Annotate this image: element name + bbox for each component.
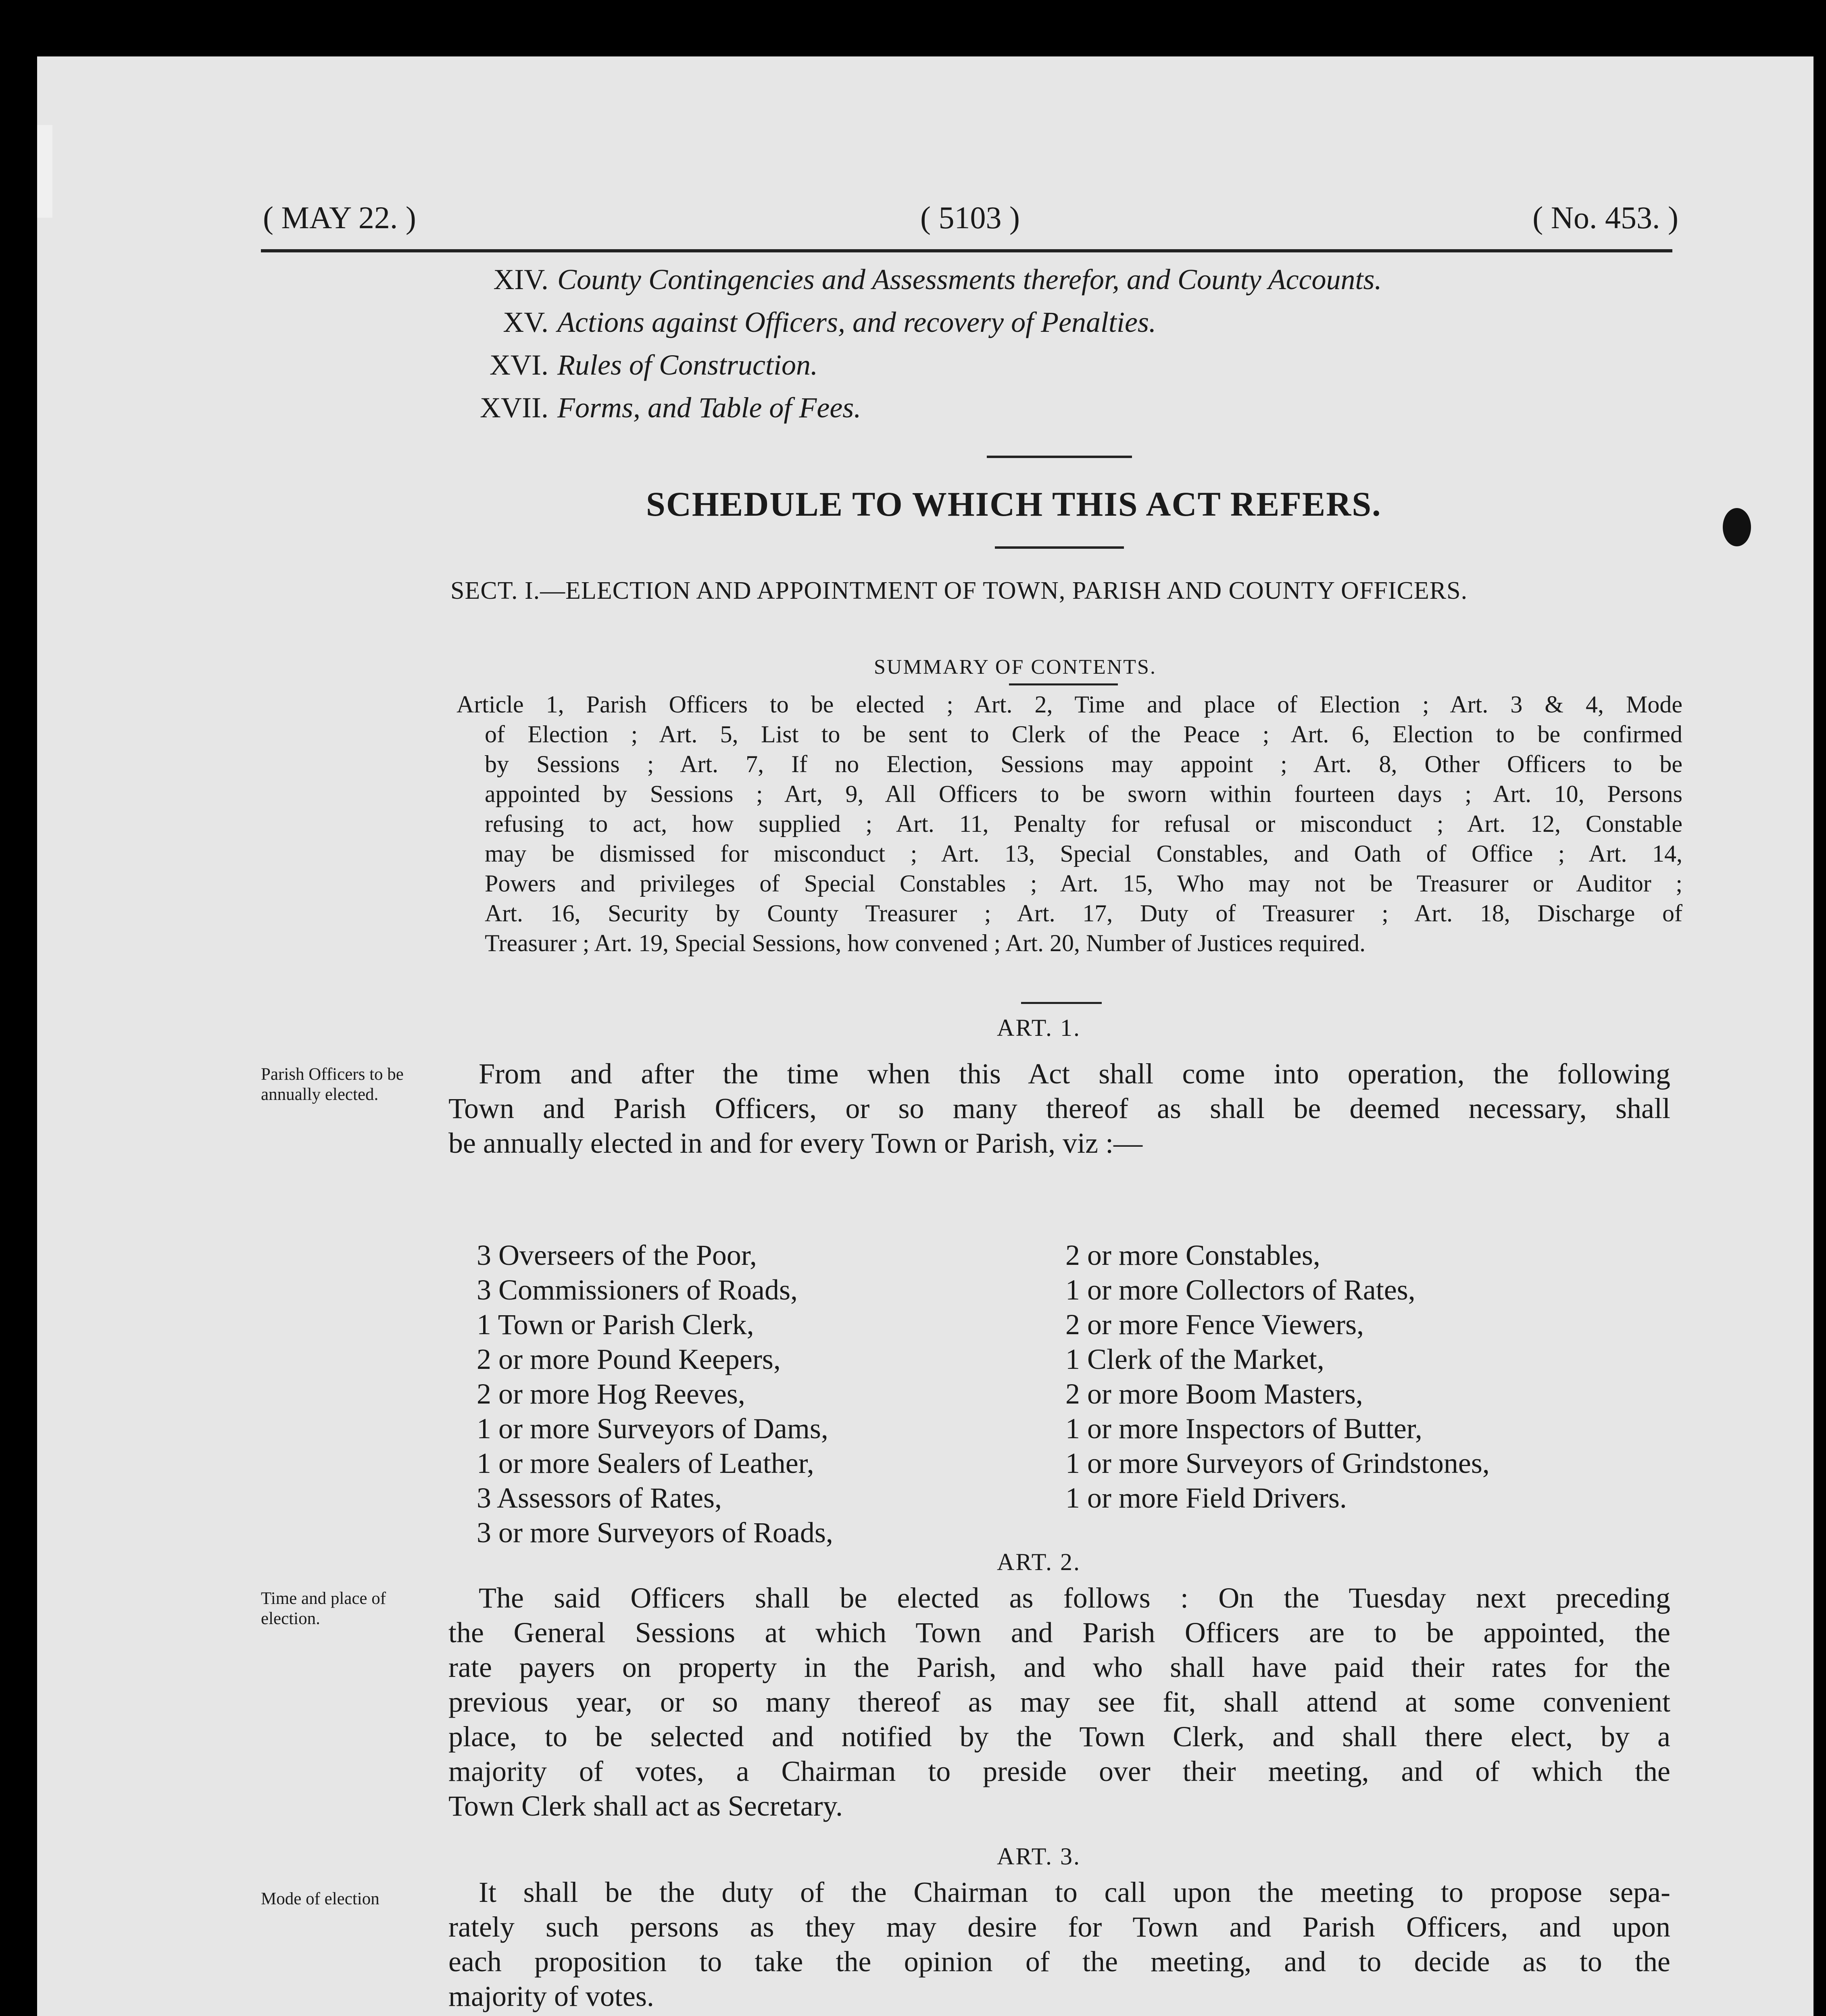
running-head-act-number: ( No. 453. ): [1532, 200, 1678, 235]
summary-line: Article 1, Parish Officers to be elected ; Art. 2, Time and place of Election ; Art. 3 & 4, Mode: [456, 691, 1682, 718]
body-line: Town and Parish Officers, or so many thereof as shall be deemed necessary, shall: [448, 1092, 1670, 1125]
body-line: the General Sessions at which Town and Parish Officers are to be appointed, the: [448, 1616, 1670, 1649]
officer-entry: 1 or more Field Drivers.: [1065, 1482, 1347, 1514]
divider-rule: [995, 546, 1124, 549]
article-heading: ART. 1.: [997, 1014, 1081, 1041]
summary-line: may be dismissed for misconduct ; Art. 13, Special Constables, and Oath of Office ; Art. 14,: [485, 840, 1682, 867]
running-head: [263, 200, 1678, 248]
article-heading: ART. 3.: [997, 1843, 1081, 1870]
running-head-date: ( MAY 22. ): [263, 200, 416, 235]
body-line: Town Clerk shall act as Secretary.: [448, 1790, 843, 1822]
officer-entry: 1 or more Surveyors of Dams,: [477, 1412, 828, 1445]
officer-entry: 1 or more Surveyors of Grindstones,: [1065, 1447, 1490, 1479]
document-page: [37, 56, 1813, 2016]
body-line: be annually elected in and for every Town or Parish, viz :—: [448, 1127, 1143, 1159]
summary-line: refusing to act, how supplied ; Art. 11, Penalty for refusal or misconduct ; Art. 12, Constable: [485, 810, 1682, 837]
article-1-body: [448, 1056, 1670, 1160]
contents-item: [446, 386, 1382, 429]
officer-entry: 1 or more Collectors of Rates,: [1065, 1274, 1415, 1306]
body-line: From and after the time when this Act shall come into operation, the following: [479, 1058, 1670, 1090]
summary-line: appointed by Sessions ; Art, 9, All Officers to be sworn within fourteen days ; Art. 10, Persons: [485, 781, 1682, 807]
body-line: It shall be the duty of the Chairman to call upon the meeting to propose sepa-: [479, 1876, 1670, 1908]
officer-entry: 2 or more Boom Masters,: [1065, 1378, 1363, 1410]
body-line: each proposition to take the opinion of the meeting, and to decide as to the: [448, 1945, 1670, 1978]
body-line: rately such persons as they may desire for Town and Parish Officers, and upon: [448, 1911, 1670, 1943]
contents-title: Actions against Officers, and recovery of Penalties.: [557, 306, 1157, 338]
contents-number: XVI.: [490, 349, 548, 381]
contents-item: [446, 301, 1382, 344]
article-heading: ART. 2.: [997, 1549, 1081, 1575]
officers-column-left: [477, 1238, 833, 1550]
ink-blot: [1723, 508, 1751, 546]
article-3-body: [448, 1875, 1670, 2014]
contents-list: [446, 258, 1382, 429]
running-head-page-number: ( 5103 ): [920, 200, 1020, 235]
summary-line: Treasurer ; Art. 19, Special Sessions, how convened ; Art. 20, Number of Justices required.: [485, 930, 1366, 956]
officer-entry: 3 Overseers of the Poor,: [477, 1239, 757, 1271]
divider-rule: [987, 456, 1132, 458]
summary-line: Powers and privileges of Special Constables ; Art. 15, Who may not be Treasurer or Auditor ;: [485, 870, 1682, 897]
officer-entry: 1 Clerk of the Market,: [1065, 1343, 1324, 1375]
divider-rule: [1009, 683, 1118, 685]
body-line: place, to be selected and notified by the Town Clerk, and shall there elect, by a: [448, 1720, 1670, 1753]
margin-note-line: Time and place of: [261, 1589, 386, 1608]
contents-item: [446, 344, 1382, 386]
contents-title: Forms, and Table of Fees.: [557, 392, 861, 424]
margin-note: [261, 1889, 446, 1909]
officer-entry: 2 or more Fence Viewers,: [1065, 1308, 1364, 1341]
officer-entry: 3 or more Surveyors of Roads,: [477, 1516, 833, 1549]
margin-note: [261, 1064, 446, 1105]
officer-entry: 3 Assessors of Rates,: [477, 1482, 722, 1514]
schedule-title: SCHEDULE TO WHICH THIS ACT REFERS.: [646, 485, 1382, 523]
summary-heading: SUMMARY OF CONTENTS.: [874, 656, 1157, 679]
officer-entry: 2 or more Pound Keepers,: [477, 1343, 781, 1375]
officer-entry: 1 or more Inspectors of Butter,: [1065, 1412, 1422, 1445]
officers-column-right: [1065, 1238, 1490, 1515]
body-line: majority of votes.: [448, 1980, 654, 2012]
margin-note-line: Mode of election: [261, 1889, 379, 1908]
summary-line: of Election ; Art. 5, List to be sent to Clerk of the Peace ; Art. 6, Election to be confirmed: [485, 721, 1682, 748]
margin-note: [261, 1589, 446, 1629]
contents-title: Rules of Construction.: [557, 349, 818, 381]
officer-entry: 2 or more Hog Reeves,: [477, 1378, 745, 1410]
section-heading: SECT. I.—ELECTION AND APPOINTMENT OF TOWN, PARISH AND COUNTY OFFICERS.: [450, 577, 1468, 604]
officer-entry: 3 Commissioners of Roads,: [477, 1274, 798, 1306]
contents-number: XIV.: [493, 263, 548, 296]
margin-note-line: Parish Officers to be: [261, 1065, 404, 1084]
summary-line: Art. 16, Security by County Treasurer ; Art. 17, Duty of Treasurer ; Art. 18, Discharge of: [485, 900, 1682, 927]
summary-of-contents: [456, 689, 1682, 958]
body-line: rate payers on property in the Parish, and who shall have paid their rates for the: [448, 1651, 1670, 1683]
contents-number: XV.: [503, 306, 548, 338]
officer-entry: 2 or more Constables,: [1065, 1239, 1320, 1271]
contents-number: XVII.: [480, 392, 548, 424]
summary-line: by Sessions ; Art. 7, If no Election, Sessions may appoint ; Art. 8, Other Officers to be: [485, 751, 1682, 777]
margin-note-line: election.: [261, 1609, 320, 1628]
margin-note-line: annually elected.: [261, 1085, 379, 1104]
header-rule: [261, 249, 1672, 252]
officer-entry: 1 or more Sealers of Leather,: [477, 1447, 814, 1479]
page-edge-strip: [37, 125, 52, 218]
body-line: previous year, or so many thereof as may see fit, shall attend at some convenient: [448, 1686, 1670, 1718]
body-line: majority of votes, a Chairman to preside over their meeting, and of which the: [448, 1755, 1670, 1787]
contents-item: [446, 258, 1382, 301]
contents-title: County Contingencies and Assessments therefor, and County Accounts.: [557, 263, 1382, 296]
article-2-body: [448, 1581, 1670, 1823]
body-line: The said Officers shall be elected as follows : On the Tuesday next preceding: [479, 1582, 1670, 1614]
officer-entry: 1 Town or Parish Clerk,: [477, 1308, 754, 1341]
divider-rule: [1021, 1002, 1102, 1004]
